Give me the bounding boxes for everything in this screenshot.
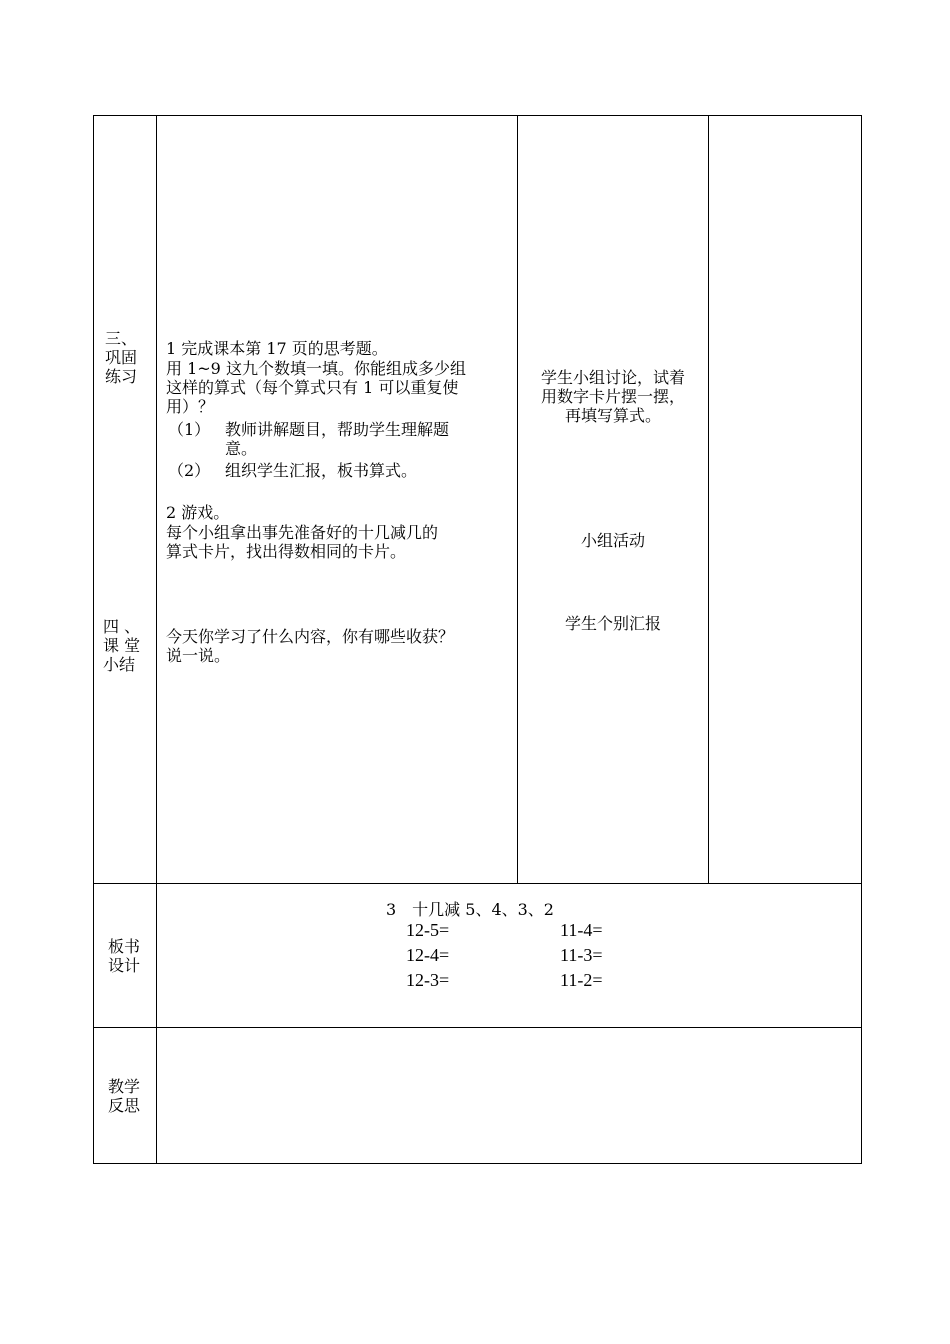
table-border-left bbox=[93, 115, 94, 1164]
board-title: 3 十几减 5、4、3、2 bbox=[386, 900, 554, 919]
board-label: 板书 设计 bbox=[108, 937, 141, 975]
step1-number: （1） bbox=[168, 420, 211, 439]
student-group-activity: 小组活动 bbox=[580, 531, 645, 550]
table-col-divider-content bbox=[517, 115, 518, 884]
board-equation: 11-3= bbox=[560, 945, 603, 965]
student-individual-report: 学生个别汇报 bbox=[564, 614, 661, 633]
step2-text: 组织学生汇报，板书算式。 bbox=[225, 461, 418, 480]
section-label-summary: 四 、 课 堂 小结 bbox=[103, 617, 141, 674]
summary-question: 今天你学习了什么内容，你有哪些收获？ 说一说。 bbox=[166, 627, 455, 665]
board-equation: 12-3= bbox=[406, 970, 450, 990]
reflection-label: 教学 反思 bbox=[108, 1077, 141, 1115]
step1-text: 教师讲解题目，帮助学生理解题 意。 bbox=[225, 420, 450, 458]
table-col-divider-student bbox=[708, 115, 709, 884]
task1-title: 1 完成课本第 17 页的思考题。 bbox=[166, 339, 388, 358]
table-border-row-divider-1 bbox=[93, 883, 862, 884]
table-border-right bbox=[861, 115, 862, 1164]
game-title: 2 游戏。 bbox=[166, 503, 230, 522]
step2-number: （2） bbox=[168, 461, 211, 480]
board-equation: 11-4= bbox=[560, 920, 603, 940]
board-equation: 12-4= bbox=[406, 945, 450, 965]
student-discussion: 学生小组讨论，试着 用数字卡片摆一摆， 再填写算式。 bbox=[540, 368, 685, 425]
board-equation: 11-2= bbox=[560, 970, 603, 990]
task1-description: 用 1~9 这九个数填一填。你能组成多少组 这样的算式（每个算式只有 1 可以重复使 用）？ bbox=[166, 359, 466, 416]
game-description: 每个小组拿出事先准备好的十几减几的 算式卡片，找出得数相同的卡片。 bbox=[166, 523, 439, 561]
board-equations-left bbox=[406, 918, 449, 993]
board-equation: 12-5= bbox=[406, 920, 450, 940]
table-col-divider-label bbox=[156, 115, 157, 1164]
table-border-top bbox=[93, 115, 862, 116]
board-equations-right bbox=[560, 918, 602, 993]
table-border-bottom bbox=[93, 1163, 862, 1164]
reflection-content-area[interactable] bbox=[157, 1028, 861, 1163]
section-label-practice: 三、 巩固 练习 bbox=[105, 329, 138, 386]
